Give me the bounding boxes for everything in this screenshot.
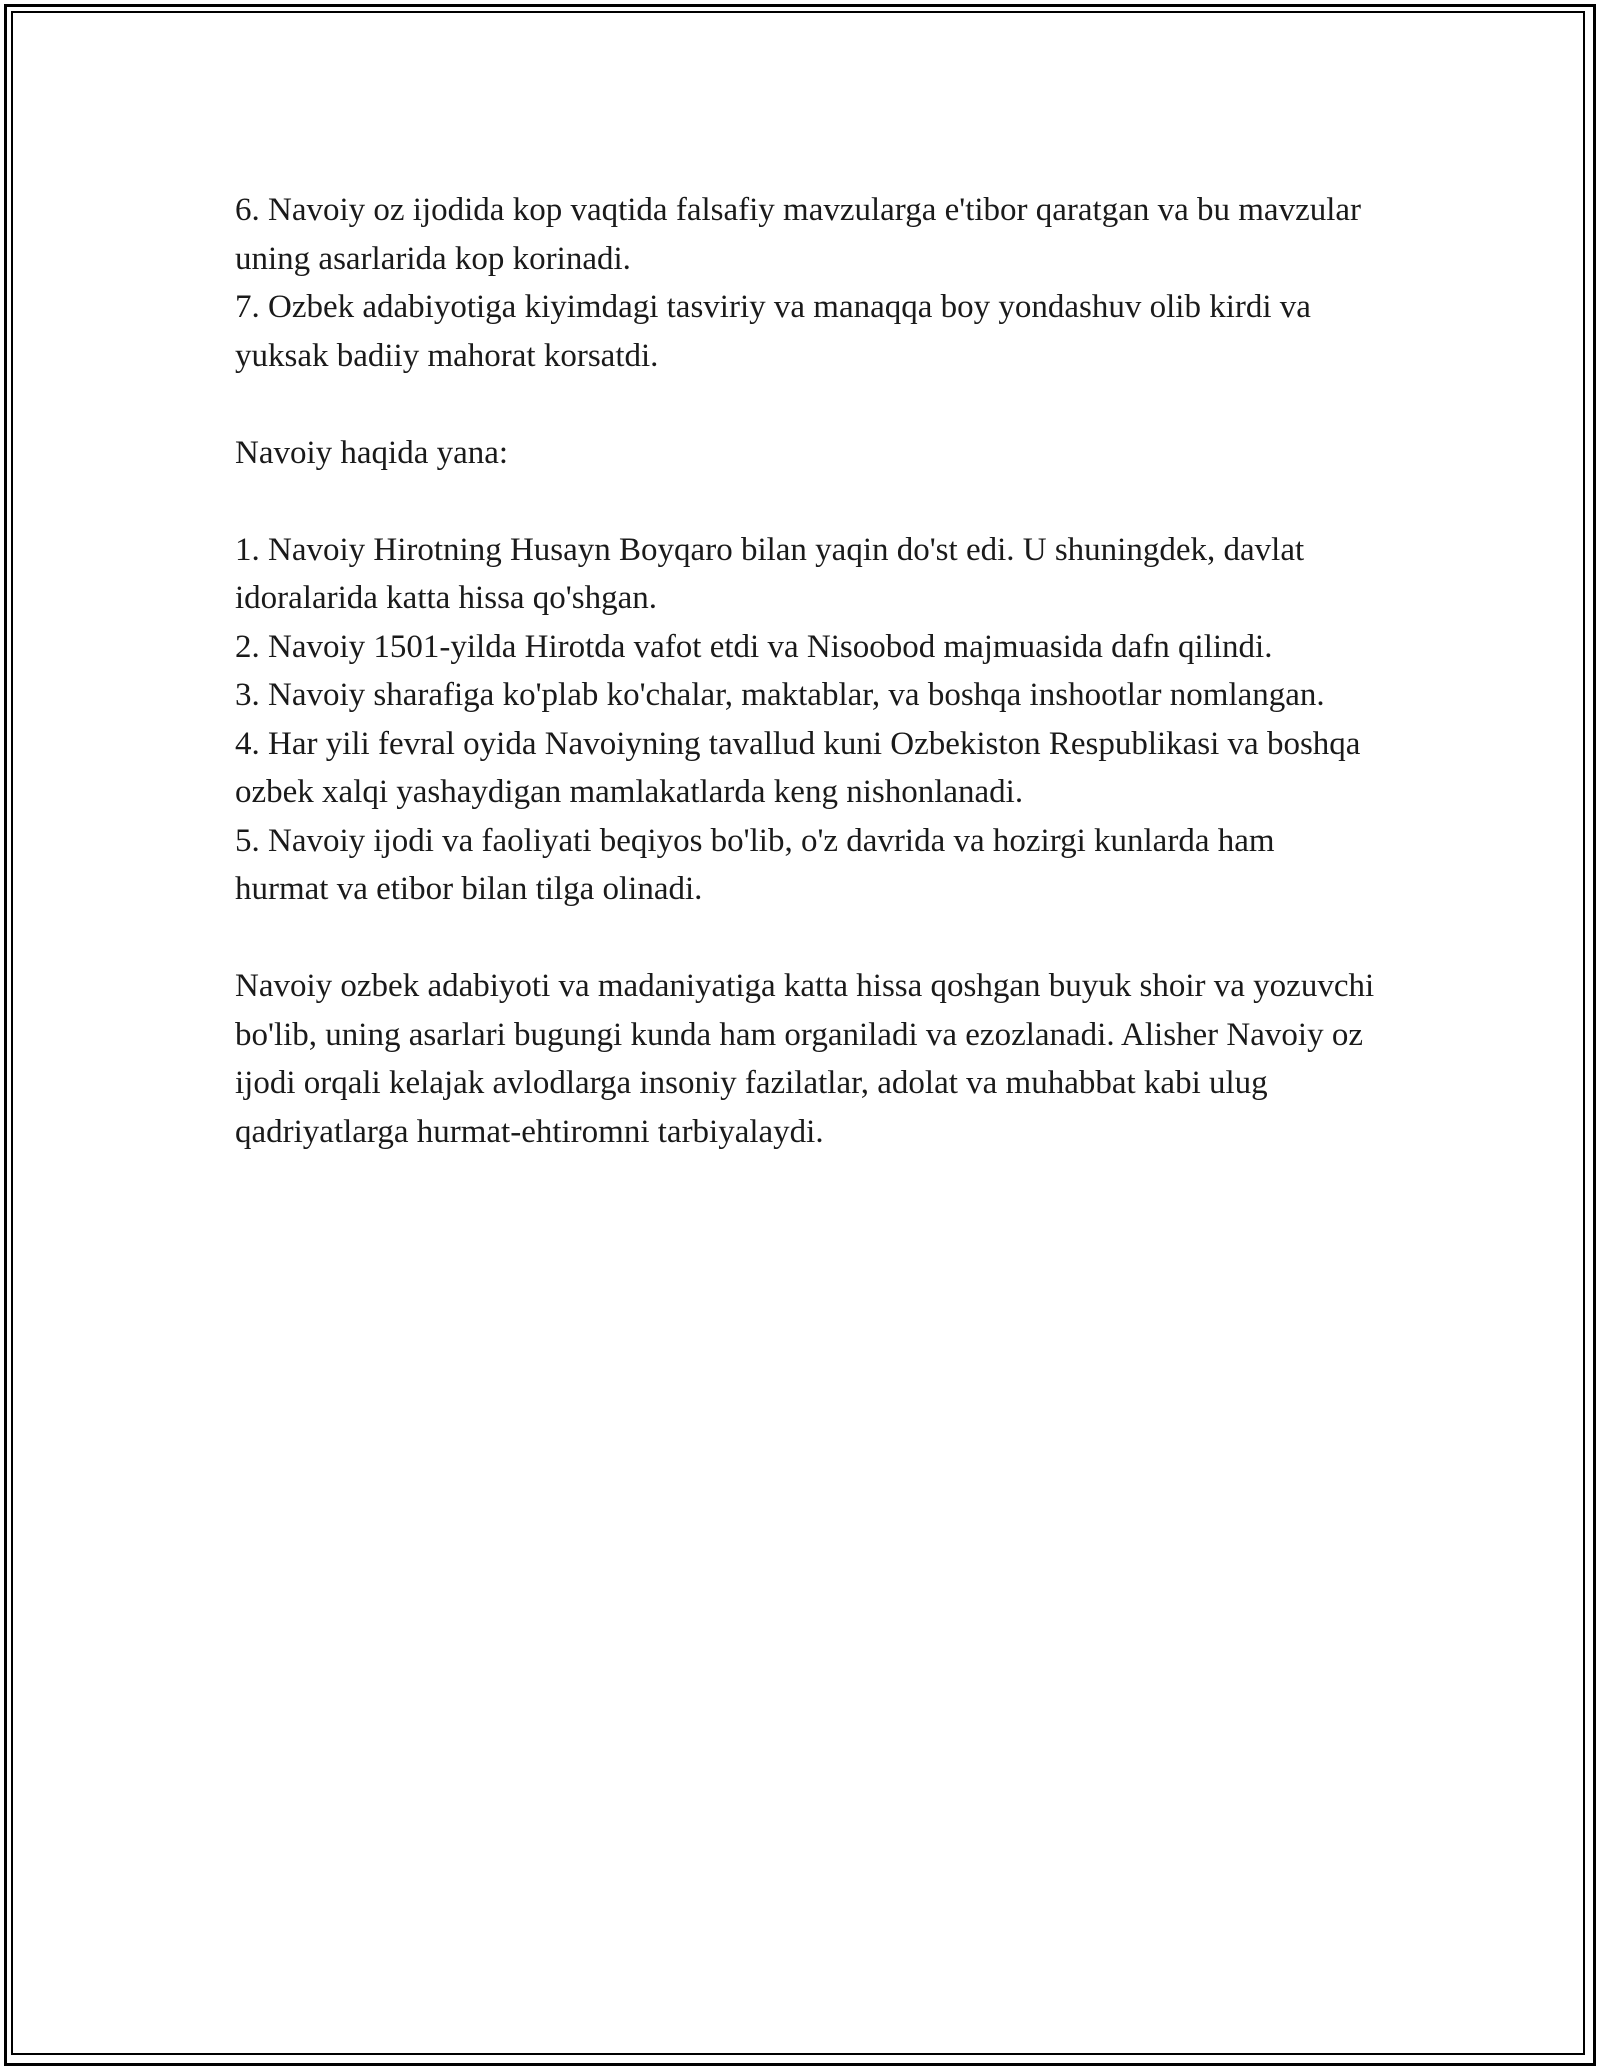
list-item: 5. Navoiy ijodi va faoliyati beqiyos bo'lib, o'z davrida va hozirgi kunlarda ham hurmat va etibor bilan tilga olinadi. — [235, 822, 1275, 907]
list-item: 4. Har yili fevral oyida Navoiyning tavallud kuni Ozbekiston Respublikasi va boshqa ozbek xalqi yashaydigan mamlakatlarda keng nishonlanadi. — [235, 725, 1361, 810]
list-item: 7. Ozbek adabiyotiga kiyimdagi tasviriy va manaqqa boy yondashuv olib kirdi va yuksak badiiy mahorat korsatdi. — [235, 289, 1311, 374]
paragraph-gap — [235, 477, 1375, 526]
list-item: 3. Navoiy sharafiga ko'plab ko'chalar, maktablar, va boshqa inshootlar nomlangan. — [235, 677, 1325, 713]
paragraph-gap — [235, 380, 1375, 429]
paragraph-gap — [235, 914, 1375, 963]
document-body — [235, 186, 1375, 1156]
section-heading: Navoiy haqida yana: — [235, 434, 509, 471]
list-item: 1. Navoiy Hirotning Husayn Boyqaro bilan yaqin do'st edi. U shuningdek, davlat idoralarida katta hissa qo'shgan. — [235, 531, 1305, 616]
closing-paragraph: Navoiy ozbek adabiyoti va madaniyatiga katta hissa qoshgan buyuk shoir va yozuvchi bo'lib, uning asarlari bugungi kunda ham organiladi va ezozlanadi. Alisher Navoiy oz ijodi orqali kelajak avlodlarga insoniy fazilatlar, adolat va muhabbat kabi ulug qadriyatlarga hurmat-ehtiromni tarbiyalaydi. — [235, 968, 1375, 1150]
list-item: 2. Navoiy 1501-yilda Hirotda vafot etdi va Nisoobod majmuasida dafn qilindi. — [235, 628, 1273, 665]
list-item: 6. Navoiy oz ijodida kop vaqtida falsafiy mavzularga e'tibor qaratgan va bu mavzular uning asarlarida kop korinadi. — [235, 192, 1362, 277]
